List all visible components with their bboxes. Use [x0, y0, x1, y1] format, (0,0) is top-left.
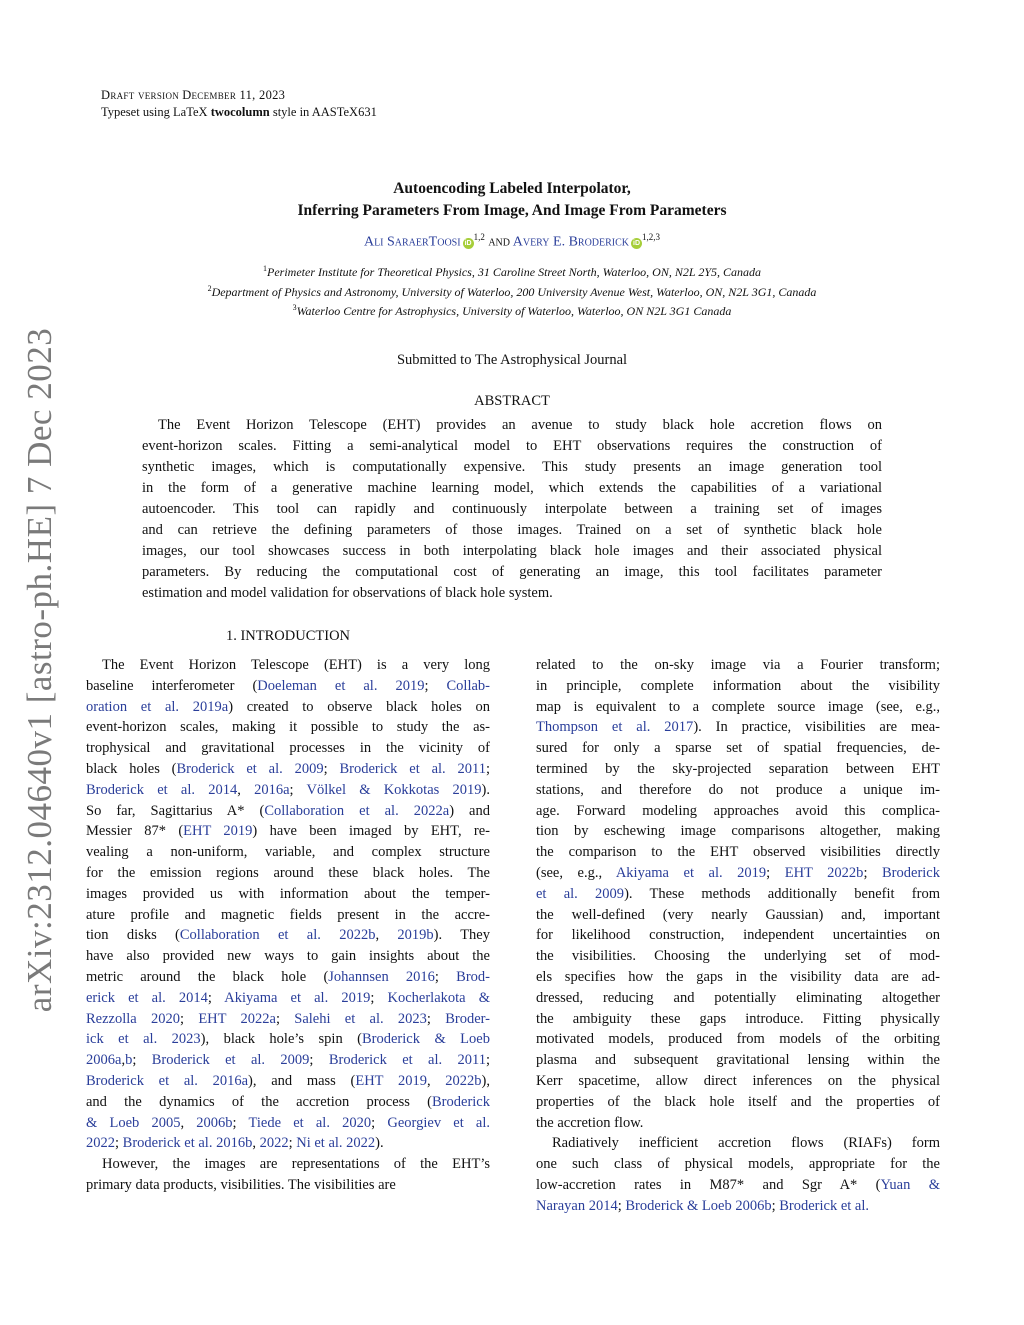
- text-span: ;: [232, 1114, 249, 1131]
- text-span: ;: [617, 1197, 626, 1214]
- text-span: sured for only a sparse set of spatial frequencies, de-: [536, 740, 940, 757]
- text-line: [536, 1113, 940, 1134]
- citation-link[interactable]: Collaboration et al. 2022a: [264, 802, 450, 819]
- orcid-icon[interactable]: iD: [464, 239, 472, 247]
- text-span: ,: [252, 1135, 260, 1152]
- citation-link[interactable]: Broderick: [882, 865, 940, 881]
- text-span: stations, and therefore do not produce a unique im-: [536, 781, 940, 798]
- affiliation: [80, 303, 944, 319]
- citation-link[interactable]: EHT 2022b: [784, 865, 864, 881]
- citation-link[interactable]: Broder-: [445, 1010, 491, 1027]
- citation-link[interactable]: Narayan 2014: [536, 1197, 618, 1214]
- text-line: [86, 801, 490, 822]
- text-line: [536, 1133, 940, 1154]
- text-line: [536, 1050, 940, 1071]
- text-line: [86, 780, 490, 801]
- text-line: [536, 946, 940, 967]
- text-line: [536, 676, 940, 697]
- citation-link[interactable]: 2006a: [86, 1052, 122, 1069]
- text-span: ),: [481, 1073, 491, 1089]
- text-span: ) have been imaged by EHT, re-: [252, 823, 490, 840]
- draft-label: Draft version: [101, 88, 180, 102]
- citation-link[interactable]: Yuan &: [880, 1177, 940, 1193]
- text-span: ), and mass (: [248, 1073, 356, 1089]
- text-span: ;: [485, 1052, 491, 1069]
- citation-link[interactable]: Thompson et al. 2017: [536, 719, 694, 736]
- text-span: ), black hole’s spin (: [200, 1031, 362, 1048]
- citation-link[interactable]: EHT 2019: [355, 1073, 427, 1089]
- text-span: ;: [371, 1114, 388, 1131]
- text-span: ;: [766, 865, 785, 881]
- abstract-line: images, our tool showcases success in both interpolating black hole images and their associated physical: [142, 543, 882, 559]
- text-span: Kerr spacetime, allow direct inferences on the physical: [536, 1073, 940, 1089]
- text-line: [536, 821, 940, 842]
- text-line: [86, 1113, 490, 1134]
- text-span: low-accretion rates in M87* and Sgr A* (: [536, 1177, 881, 1193]
- text-span: ature profile and magnetic fields present in the accre-: [86, 906, 490, 923]
- text-span: ;: [434, 969, 457, 985]
- text-span: ;: [771, 1197, 780, 1214]
- text-line: [86, 1071, 490, 1092]
- text-span: ;: [323, 761, 340, 777]
- text-span: the ambiguity these gaps introduce. Fitting physically: [536, 1010, 940, 1027]
- draft-date: December 11, 2023: [182, 88, 286, 102]
- citation-link[interactable]: ick et al. 2023: [86, 1031, 201, 1048]
- text-line: [86, 988, 490, 1009]
- citation-link[interactable]: Doeleman et al. 2019: [257, 677, 425, 694]
- citation-link[interactable]: Johannsen 2016: [328, 969, 435, 985]
- text-span: trophysical and gravitational processes in the vicinity of: [86, 740, 490, 757]
- citation-link[interactable]: Broderick et al. 2009: [151, 1052, 310, 1069]
- text-span: tion disks (: [86, 927, 180, 944]
- text-span: ;: [275, 1010, 295, 1027]
- text-span: map is equivalent to a complete source image (see, e.g.,: [536, 698, 940, 715]
- affiliation-number: 1: [263, 264, 267, 273]
- citation-link[interactable]: Georgiev et al.: [387, 1114, 491, 1131]
- citation-link[interactable]: & Loeb 2005: [86, 1114, 181, 1131]
- text-line: [86, 884, 490, 905]
- text-line: [536, 988, 940, 1009]
- citation-link[interactable]: Collaboration et al. 2022b: [179, 927, 376, 944]
- text-line: [86, 655, 490, 676]
- citation-link[interactable]: 2006b: [196, 1114, 233, 1131]
- text-span: for the emission regions around these black holes. The: [86, 865, 490, 881]
- citation-link[interactable]: Salehi et al. 2023: [294, 1010, 427, 1027]
- affiliation-text: Waterloo Centre for Astrophysics, University of Waterloo, Waterloo, ON N2L 3G1 Canada: [296, 304, 732, 318]
- citation-link[interactable]: Akiyama et al. 2019: [615, 865, 767, 881]
- citation-link[interactable]: Broderick et al. 2016b: [122, 1135, 253, 1152]
- text-span: and the dynamics of the accretion process (: [86, 1093, 433, 1110]
- text-line: [86, 759, 490, 780]
- text-span: ) created to observe black holes on: [228, 698, 490, 715]
- text-line: [86, 1029, 490, 1050]
- author-list: [150, 232, 874, 251]
- text-line: [536, 925, 940, 946]
- abstract-line: The Event Horizon Telescope (EHT) provides an avenue to study black hole accretion flows on: [158, 417, 882, 433]
- text-line: [536, 1196, 940, 1217]
- text-span: ).: [375, 1135, 384, 1152]
- author-link-1[interactable]: Ali SaraerToosi: [363, 234, 461, 250]
- text-span: one such class of physical models, appropriate for the: [536, 1156, 940, 1173]
- text-line: [86, 717, 490, 738]
- text-line: [86, 905, 490, 926]
- text-span: ;: [485, 761, 490, 777]
- citation-link[interactable]: erick et al. 2014: [86, 989, 208, 1006]
- text-span: primary data products, visibilities. The visibilities are: [86, 1177, 396, 1193]
- text-span: properties of the black hole itself and the properties of: [536, 1093, 940, 1110]
- text-line: [86, 1050, 490, 1071]
- text-span: ).: [481, 781, 490, 798]
- text-line: [536, 905, 940, 926]
- text-line: [536, 697, 940, 718]
- citation-link[interactable]: Broderick et al. 2011: [328, 1052, 486, 1069]
- text-line: [86, 967, 490, 988]
- text-span: have also provided new ways to gain insights about the: [86, 948, 490, 965]
- author-2-affil: 1,2,3: [642, 232, 661, 242]
- affiliation-number: 3: [292, 303, 297, 312]
- abstract-line: synthetic images, which is computationally expensive. This study presents an image generation tool: [142, 459, 882, 475]
- abstract-heading: ABSTRACT: [474, 393, 550, 409]
- author-conjunction: and: [488, 234, 510, 250]
- text-line: [86, 697, 490, 718]
- text-line: [86, 925, 490, 946]
- arxiv-stamp: [10, 327, 70, 1013]
- author-1-affil: 1,2: [473, 232, 485, 242]
- text-line: [536, 717, 940, 738]
- citation-link[interactable]: 2022: [86, 1135, 115, 1152]
- text-line: [86, 1175, 490, 1196]
- text-span: ). In practice, visibilities are mea-: [693, 719, 940, 736]
- text-line: [536, 863, 940, 884]
- text-span: tion by eschewing image comparisons altogether, making: [536, 823, 940, 840]
- text-span: ;: [424, 677, 447, 694]
- text-span: age. Forward modeling approaches avoid this complica-: [536, 802, 940, 819]
- text-span: ;: [132, 1052, 152, 1069]
- text-line: [86, 946, 490, 967]
- citation-link[interactable]: 2019b: [397, 927, 434, 944]
- text-span: So far, Sagittarius A* (: [86, 802, 265, 819]
- text-line: [536, 842, 940, 863]
- text-span: ,: [426, 1073, 446, 1089]
- text-span: motivated models, produced from models of the orbiting: [536, 1031, 940, 1048]
- text-span: metric around the black hole (: [86, 969, 329, 985]
- text-line: [536, 1009, 940, 1030]
- text-span: related to the on-sky image via a Fourier transform;: [536, 657, 940, 673]
- text-span: event-horizon scales, making it possible to study the as-: [86, 719, 490, 736]
- text-span: ;: [370, 989, 388, 1006]
- citation-link[interactable]: 2016a: [254, 781, 290, 798]
- title-line-2: Inferring Parameters From Image, And Image From Parameters: [297, 202, 727, 219]
- citation-link[interactable]: Brod-: [456, 969, 490, 985]
- text-line: [536, 759, 940, 780]
- paper-title: [150, 178, 874, 222]
- typeset-suffix: style in AASTeX631: [272, 105, 377, 119]
- text-span: ,: [180, 1114, 197, 1131]
- text-span: the comparison to the EHT observed visibilities directly: [536, 844, 940, 861]
- citation-link[interactable]: Collab-: [446, 677, 490, 694]
- citation-link[interactable]: Broderick et al. 2009: [176, 761, 324, 777]
- text-span: ;: [309, 1052, 329, 1069]
- orcid-icon[interactable]: iD: [633, 239, 641, 247]
- text-span: vealing a non-uniform, variable, and complex structure: [86, 844, 490, 861]
- submission-note: Submitted to The Astrophysical Journal: [396, 352, 628, 368]
- author-link-2[interactable]: Avery E. Broderick: [512, 234, 630, 250]
- abstract-line: parameters. By reducing the computational cost of generating an image, this tool facilitates parameter: [142, 564, 882, 580]
- text-span: ;: [207, 989, 225, 1006]
- text-line: [536, 1175, 940, 1196]
- affiliation: [80, 284, 944, 300]
- citation-link[interactable]: Ni et al. 2022: [296, 1135, 376, 1152]
- text-span: ). They: [433, 927, 490, 944]
- text-span: Radiatively inefficient accretion flows (RIAFs) form: [552, 1135, 940, 1152]
- text-span: els specifies how the gaps in the visibility data are ad-: [536, 969, 940, 985]
- citation-link[interactable]: EHT 2019: [183, 823, 253, 840]
- abstract-line: in the form of a generative machine learning model, which extends the capabilities of a variational: [142, 480, 882, 496]
- draft-header: [101, 87, 377, 121]
- affiliation-text: Department of Physics and Astronomy, University of Waterloo, 200 University Avenue West, Waterloo, ON, N2L 3G1, Canada: [211, 285, 817, 299]
- affiliation-text: Perimeter Institute for Theoretical Physics, 31 Caroline Street North, Waterloo, ON, N2L 2Y5, Canada: [267, 265, 761, 279]
- text-span: ;: [426, 1010, 446, 1027]
- text-span: the well-defined (very nearly Gaussian) and, important: [536, 906, 940, 923]
- text-line: [536, 1071, 940, 1092]
- text-line: [86, 1133, 490, 1154]
- text-span: ,: [121, 1052, 126, 1069]
- text-line: [536, 780, 940, 801]
- text-span: However, the images are representations of the EHT’s: [102, 1156, 490, 1173]
- text-line: [86, 1009, 490, 1030]
- title-line-1: Autoencoding Labeled Interpolator,: [393, 180, 631, 197]
- text-line: [86, 821, 490, 842]
- text-span: the accretion flow.: [536, 1114, 644, 1131]
- text-line: [536, 801, 940, 822]
- citation-link[interactable]: EHT 2022a: [198, 1010, 276, 1027]
- text-span: ). These methods additionally benefit from: [624, 885, 940, 902]
- abstract-line: and can retrieve the defining parameters of those images. Trained on a set of synthetic black hole: [142, 522, 882, 538]
- text-span: ) and: [449, 802, 490, 819]
- text-span: ,: [237, 781, 255, 798]
- text-line: [536, 884, 940, 905]
- text-line: [536, 1029, 940, 1050]
- text-span: termined by the sky-projected separation between EHT: [536, 761, 940, 777]
- citation-link[interactable]: 2022b: [445, 1073, 482, 1089]
- citation-link[interactable]: Kocherlakota &: [387, 989, 490, 1006]
- abstract-line: autoencoder. This tool can rapidly and continuously interpolate between a training set of images: [142, 501, 882, 517]
- section-heading-introduction: 1. INTRODUCTION: [225, 628, 351, 644]
- arxiv-identifier: arXiv:2312.04640v1 [astro-ph.HE] 7 Dec 2023: [20, 327, 60, 1013]
- text-span: for likelihood construction, independent uncertainties on: [536, 927, 940, 944]
- text-line: [536, 738, 940, 759]
- citation-link[interactable]: Broderick et al. 2014: [86, 781, 238, 798]
- affiliation: [80, 264, 944, 280]
- text-span: ;: [288, 1135, 297, 1152]
- text-span: The Event Horizon Telescope (EHT) is a very long: [102, 657, 490, 673]
- text-span: plasma and subsequent gravitational lensing within the: [536, 1052, 940, 1069]
- text-span: black holes (: [86, 761, 177, 777]
- abstract-line: event-horizon scales. Fitting a semi-analytical model to EHT observations requires the construction of: [142, 438, 882, 454]
- citation-link[interactable]: Akiyama et al. 2019: [224, 989, 371, 1006]
- text-span: ;: [115, 1135, 123, 1152]
- typeset-bold: twocolumn: [210, 105, 270, 119]
- text-span: ;: [863, 865, 883, 881]
- abstract-line: estimation and model validation for observations of black hole system.: [142, 585, 553, 601]
- citation-link[interactable]: Broderick et al. 2016a: [86, 1073, 249, 1089]
- citation-link[interactable]: Broderick et al. 2011: [339, 761, 486, 777]
- citation-link[interactable]: b: [125, 1052, 133, 1069]
- typeset-prefix: Typeset using LaTeX: [101, 105, 208, 119]
- text-span: ;: [289, 781, 307, 798]
- citation-link[interactable]: Rezzolla 2020: [86, 1010, 180, 1027]
- text-line: [86, 738, 490, 759]
- text-line: [86, 1154, 490, 1175]
- citation-link[interactable]: Broderick et al.: [779, 1197, 870, 1214]
- text-span: ;: [180, 1010, 199, 1027]
- text-span: (see, e.g.,: [536, 865, 616, 881]
- text-span: the visibilities. Choosing the underlying set of mod-: [536, 948, 940, 965]
- citation-link[interactable]: Völkel & Kokkotas 2019: [306, 781, 482, 798]
- citation-link[interactable]: et al. 2009: [536, 885, 625, 902]
- text-line: [536, 655, 940, 676]
- text-span: ,: [375, 927, 398, 944]
- affiliation-number: 2: [207, 284, 212, 293]
- text-span: dressed, reducing and potentially eliminating altogether: [536, 989, 940, 1006]
- citation-link[interactable]: oration et al. 2019a: [86, 698, 229, 715]
- text-line: [536, 967, 940, 988]
- text-span: in principle, complete information about the visibility: [536, 677, 940, 694]
- text-span: Messier 87* (: [86, 823, 184, 840]
- citation-link[interactable]: 2022: [259, 1135, 289, 1152]
- citation-link[interactable]: Broderick & Loeb 2006b: [625, 1197, 772, 1214]
- text-line: [86, 863, 490, 884]
- citation-link[interactable]: Broderick & Loeb: [362, 1031, 490, 1048]
- citation-link[interactable]: Broderick: [432, 1093, 490, 1110]
- text-line: [536, 1154, 940, 1175]
- citation-link[interactable]: Tiede et al. 2020: [248, 1114, 372, 1131]
- text-line: [86, 842, 490, 863]
- text-span: images provided us with information about the temper-: [86, 885, 490, 902]
- text-line: [86, 1092, 490, 1113]
- text-span: baseline interferometer (: [86, 677, 258, 694]
- text-line: [536, 1092, 940, 1113]
- text-line: [86, 676, 490, 697]
